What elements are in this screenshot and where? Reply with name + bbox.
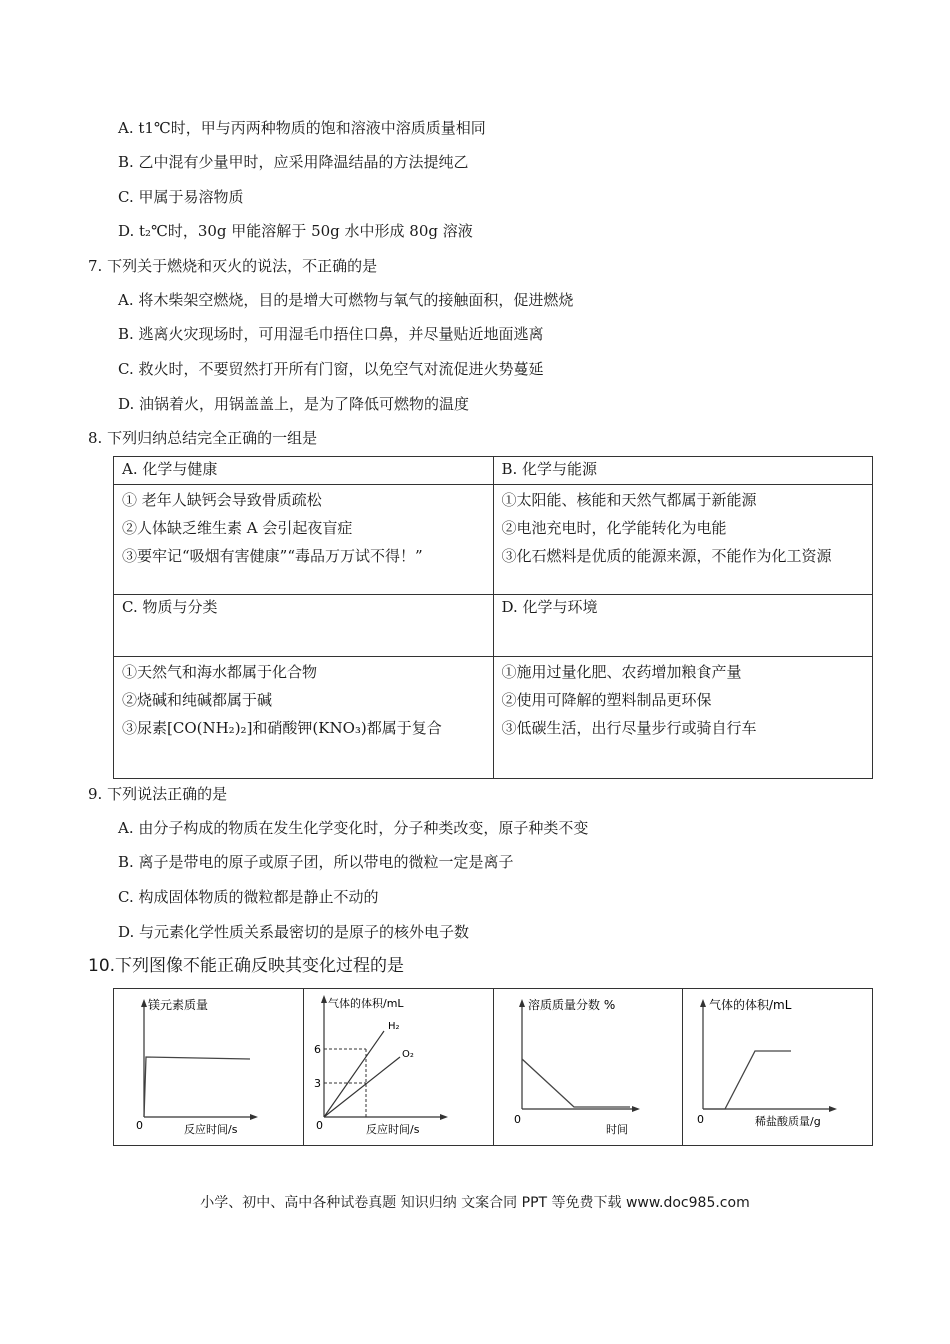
graph-b-h2-line bbox=[324, 1031, 384, 1117]
graph-b-series-o2: O₂ bbox=[401, 1049, 414, 1060]
graph-d-origin: 0 bbox=[697, 1113, 705, 1126]
graph-c-ylabel: 溶质质量分数 % bbox=[527, 998, 615, 1012]
graph-b-tick-3: 3 bbox=[313, 1077, 321, 1090]
q7-option-b: B. 逃离火灾现场时，可用湿毛巾捂住口鼻，并尽量贴近地面逃离 bbox=[118, 325, 544, 343]
q7-option-a: A. 将木柴架空燃烧，目的是增大可燃物与氧气的接触面积，促进燃烧 bbox=[118, 291, 574, 309]
graph-c-xlabel: 时间 bbox=[605, 1123, 628, 1136]
graph-a-xlabel: 反应时间/s bbox=[184, 1123, 238, 1136]
graph-b-series-h2: H₂ bbox=[387, 1021, 400, 1032]
q6-option-c: C. 甲属于易溶物质 bbox=[118, 188, 244, 206]
a-item-3: ③要牢记“吸烟有害健康”“毒品万万试不得！” bbox=[122, 547, 423, 565]
graph-c-curve bbox=[522, 1059, 630, 1107]
c-item-2: ②烧碱和纯碱都属于碱 bbox=[122, 691, 273, 709]
graph-c bbox=[494, 989, 684, 1145]
cell-c-title: C. 物质与分类 bbox=[114, 595, 494, 657]
graph-a bbox=[114, 989, 304, 1145]
q9-option-a: A. 由分子构成的物质在发生化学变化时，分子种类改变，原子种类不变 bbox=[118, 819, 589, 837]
b-item-1: ①太阳能、核能和天然气都属于新能源 bbox=[501, 491, 757, 509]
graph-d-curve bbox=[703, 1051, 791, 1109]
cell-c-items bbox=[114, 657, 494, 779]
q9-option-b: B. 离子是带电的原子或原子团，所以带电的微粒一定是离子 bbox=[118, 853, 514, 871]
graph-c-origin: 0 bbox=[513, 1113, 521, 1126]
graph-b-origin: 0 bbox=[315, 1119, 323, 1132]
q6-option-d: D. t₂℃时，30g 甲能溶解于 50g 水中形成 80g 溶液 bbox=[118, 222, 473, 240]
graph-d bbox=[683, 989, 872, 1145]
q9-option-c: C. 构成固体物质的微粒都是静止不动的 bbox=[118, 888, 379, 906]
graph-d-xlabel: 稀盐酸质量/g bbox=[755, 1115, 821, 1128]
cell-b-title: B. 化学与能源 bbox=[493, 457, 873, 485]
graph-b-o2-line bbox=[324, 1057, 400, 1117]
q6-option-b: B. 乙中混有少量甲时，应采用降温结晶的方法提纯乙 bbox=[118, 153, 469, 171]
cell-d-items bbox=[493, 657, 873, 779]
graph-b-xlabel: 反应时间/s bbox=[365, 1123, 420, 1136]
q8-summary-table bbox=[113, 456, 873, 779]
q10-stem: 10.下列图像不能正确反映其变化过程的是 bbox=[88, 956, 405, 976]
c-item-1: ①天然气和海水都属于化合物 bbox=[122, 663, 318, 681]
q6-option-a: A. t1℃时，甲与丙两种物质的饱和溶液中溶质质量相同 bbox=[118, 119, 486, 137]
cell-a-title: A. 化学与健康 bbox=[114, 457, 494, 485]
c-item-3: ③尿素[CO(NH₂)₂]和硝酸钾(KNO₃)都属于复合 bbox=[122, 719, 442, 737]
graph-a-ylabel: 镁元素质量 bbox=[148, 998, 209, 1012]
q9-option-d: D. 与元素化学性质关系最密切的是原子的核外电子数 bbox=[118, 923, 470, 941]
cell-d-title: D. 化学与环境 bbox=[493, 595, 873, 657]
q9-stem: 9. 下列说法正确的是 bbox=[88, 785, 228, 803]
b-item-2: ②电池充电时，化学能转化为电能 bbox=[501, 519, 727, 537]
cell-b-items bbox=[493, 485, 873, 595]
graph-b-tick-6: 6 bbox=[313, 1043, 321, 1056]
graph-b-ylabel: 气体的体积/mL bbox=[327, 997, 404, 1010]
graph-a-curve bbox=[144, 1057, 250, 1117]
a-item-2: ②人体缺乏维生素 A 会引起夜盲症 bbox=[122, 519, 353, 537]
q10-graphs bbox=[113, 988, 873, 1146]
a-item-1: ① 老年人缺钙会导致骨质疏松 bbox=[122, 491, 322, 509]
q7-option-c: C. 救火时，不要贸然打开所有门窗，以免空气对流促进火势蔓延 bbox=[118, 360, 544, 378]
graph-b bbox=[304, 989, 494, 1145]
q8-stem: 8. 下列归纳总结完全正确的一组是 bbox=[88, 429, 318, 447]
d-item-3: ③低碳生活，出行尽量步行或骑自行车 bbox=[501, 719, 757, 737]
d-item-2: ②使用可降解的塑料制品更环保 bbox=[501, 691, 712, 709]
d-item-1: ①施用过量化肥、农药增加粮食产量 bbox=[501, 663, 742, 681]
q7-option-d: D. 油锅着火，用锅盖盖上，是为了降低可燃物的温度 bbox=[118, 395, 470, 413]
b-item-3: ③化石燃料是优质的能源来源，不能作为化工资源 bbox=[501, 547, 832, 565]
page-footer: 小学、初中、高中各种试卷真题 知识归纳 文案合同 PPT 等免费下载 www.doc985.com bbox=[200, 1195, 750, 1211]
q7-stem: 7. 下列关于燃烧和灭火的说法，不正确的是 bbox=[88, 257, 378, 275]
graph-a-origin: 0 bbox=[136, 1119, 143, 1132]
cell-a-items bbox=[114, 485, 494, 595]
graph-d-ylabel: 气体的体积/mL bbox=[709, 998, 792, 1012]
